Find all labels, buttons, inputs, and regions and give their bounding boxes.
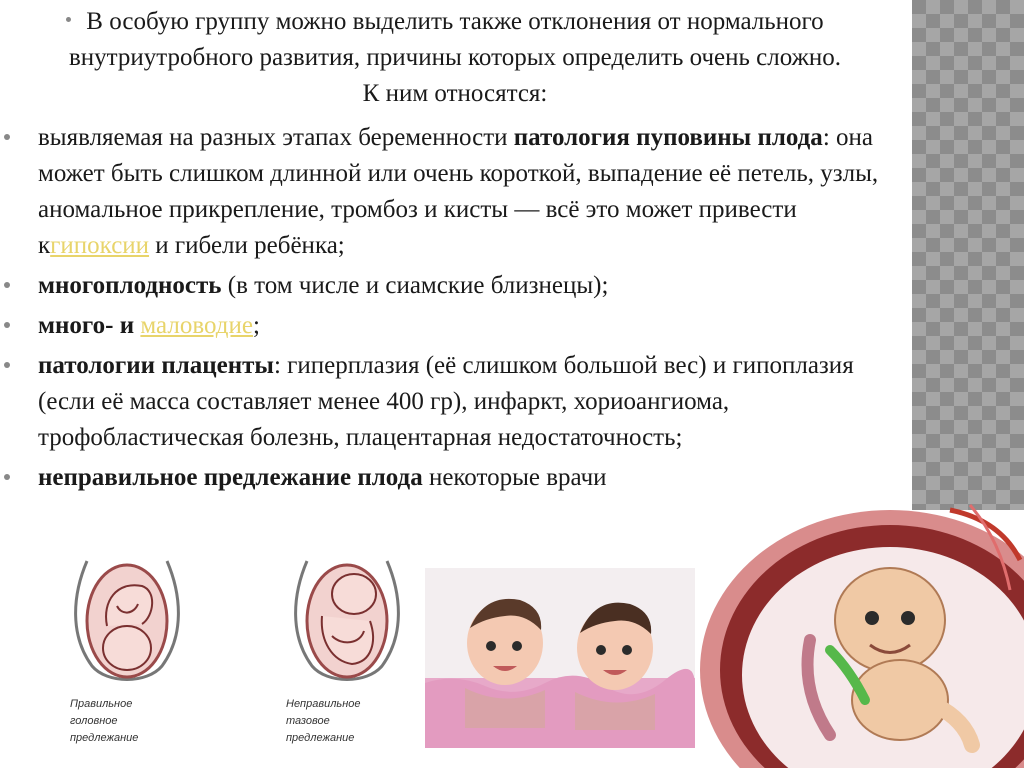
bullet-text: : гиперплазия (её слишком большой вес) и гипоплазия (если её масса составляет менее 400 гр), инфаркт, хориоангиома, трофобластическая болезнь, плацентарная недостаточность; [38, 352, 854, 451]
bullet-dot-icon [4, 282, 10, 288]
list-item [0, 120, 880, 264]
bullet-dot-icon [66, 17, 71, 22]
bullet-bold-term: многоплодность [38, 272, 222, 299]
bullet-bold-term: патология пуповины плода [513, 124, 823, 151]
fetus-in-womb-illustration [700, 500, 1024, 768]
uterus-head-presentation-illustration [62, 556, 192, 686]
caption-line: Неправильное [286, 698, 361, 710]
caption-head-presentation [70, 696, 138, 747]
figure-head-presentation [62, 556, 192, 686]
bullet-dot-icon [4, 474, 10, 480]
bullet-list [0, 120, 880, 500]
fetus-cartoon-illustration [700, 500, 1024, 768]
intro-paragraph [60, 4, 850, 112]
bullet-bold-term: много- и [38, 312, 141, 339]
twins-photo [425, 568, 695, 748]
list-item [0, 348, 880, 456]
caption-line: предлежание [286, 732, 355, 744]
bullet-text: : она может быть слишком длинной или очень короткой, выпадение её петель, узлы, аномальное прикрепление, тромбоз и кисты — всё это может привести к [38, 124, 879, 259]
bullet-text: некоторые врачи [422, 464, 607, 491]
list-item [0, 308, 880, 344]
intro-text: В особую группу можно выделить также отклонения от нормального внутриутробного развития, причины которых определить очень сложно. К ним относятся: [68, 8, 842, 107]
bullet-text: ; [252, 312, 260, 339]
bullet-bold-term: патологии плаценты [38, 352, 274, 379]
hypoxia-link[interactable]: гипоксии [50, 232, 150, 259]
caption-line: предлежание [70, 732, 139, 744]
bullet-text: (в том числе и сиамские близнецы); [221, 272, 609, 299]
list-item [0, 460, 880, 496]
list-item [0, 268, 880, 304]
decorative-pattern-panel [912, 0, 1024, 510]
bullet-dot-icon [4, 362, 10, 368]
caption-breech-presentation [286, 696, 361, 747]
uterus-breech-presentation-illustration [282, 556, 412, 686]
twins-photo-illustration [425, 568, 695, 748]
caption-line: головное [70, 715, 118, 727]
bullet-text: и гибели ребёнка; [149, 232, 345, 259]
bullet-text: выявляемая на разных этапах беременности [38, 124, 514, 151]
caption-line: тазовое [286, 715, 330, 727]
bullet-dot-icon [4, 134, 10, 140]
bullet-dot-icon [4, 322, 10, 328]
caption-line: Правильное [70, 698, 133, 710]
bullet-bold-term: неправильное предлежание плода [38, 464, 423, 491]
oligohydramnios-link[interactable]: маловодие [140, 312, 253, 339]
figure-breech-presentation [282, 556, 412, 686]
